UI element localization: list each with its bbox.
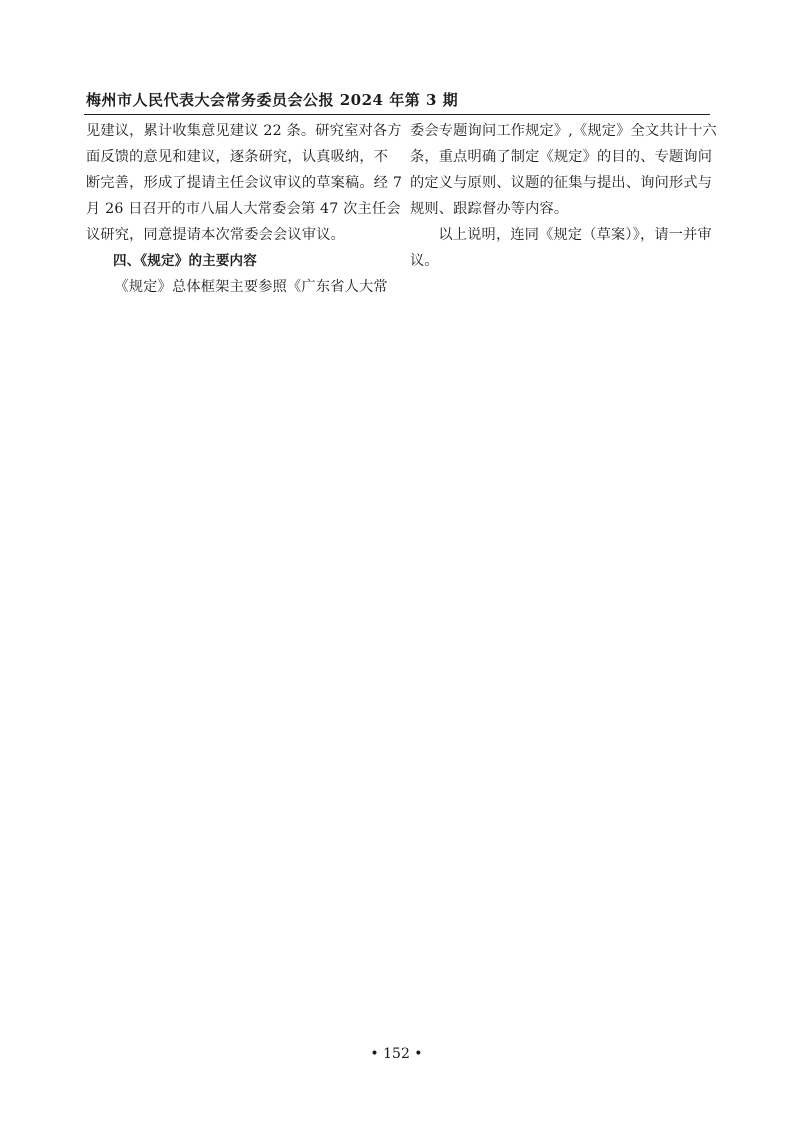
- text-line: 的定义与原则、议题的征集与提出、询问形式与: [410, 175, 713, 191]
- text-line: 议研究，同意提请本次常委会会议审议。: [86, 227, 345, 243]
- section-heading: 四、《规定》的主要内容: [113, 253, 257, 269]
- text-line: 规则、跟踪督办等内容。: [410, 201, 569, 217]
- text-line: 以上说明，连同《规定（草案）》，请一并审: [438, 227, 712, 243]
- text-line: 条，重点明确了制定《规定》的目的、专题询问: [410, 149, 713, 165]
- text-line: 委会专题询问工作规定》,《规定》全文共计十六: [410, 123, 717, 139]
- text-line: 断完善，形成了提请主任会议审议的草案稿。经 7: [86, 175, 403, 191]
- header-title: 梅州市人民代表大会常务委员会公报: [86, 91, 335, 109]
- right-column: [410, 118, 718, 274]
- text-line: 月 26 日召开的市八届人大常委会第 47 次主任会: [86, 201, 401, 217]
- text-line: 见建议，累计收集意见建议 22 条。研究室对各方: [86, 123, 402, 139]
- paragraph-continuation: [410, 118, 718, 222]
- header-issue: 2024 年第 3 期: [339, 91, 459, 109]
- header-rule: [84, 114, 710, 115]
- paragraph-framework: [86, 274, 394, 300]
- text-line: 议。: [410, 253, 439, 269]
- paragraph-closing: [410, 222, 718, 274]
- text-line: 《规定》总体框架主要参照《广东省人大常: [114, 279, 388, 295]
- left-column: [86, 118, 403, 300]
- text-line: 面反馈的意见和建议，逐条研究，认真吸纳，不: [86, 149, 389, 165]
- page-number: • 152 •: [370, 1046, 423, 1062]
- paragraph-continuation: [86, 118, 403, 248]
- running-header: [86, 90, 710, 110]
